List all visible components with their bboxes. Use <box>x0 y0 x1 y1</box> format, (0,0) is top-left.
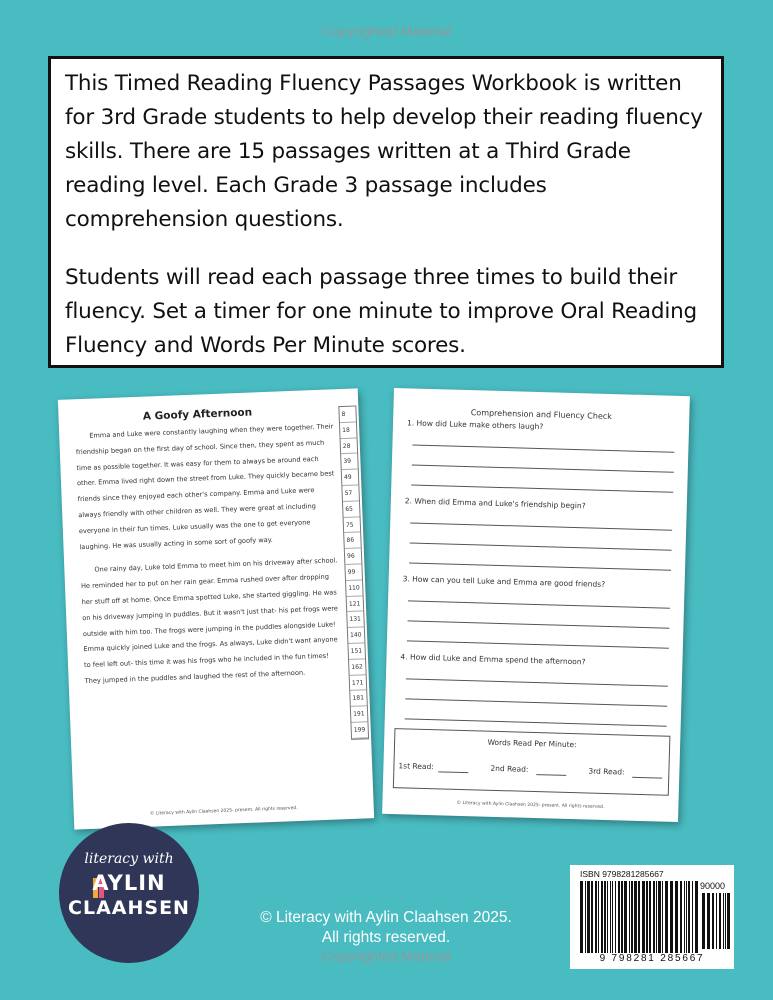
copyright-line-2: All rights reserved. <box>321 929 451 946</box>
barcode-bar <box>665 881 668 953</box>
barcode-bar <box>642 881 645 953</box>
barcode-bar <box>656 881 657 953</box>
copyright-notice <box>232 908 540 948</box>
barcode-bar <box>612 881 613 953</box>
sample-page-questions <box>382 388 690 822</box>
answer-line <box>410 522 672 530</box>
isbn-label: ISBN 9798281285667 <box>580 869 664 879</box>
barcode-bar <box>610 881 611 953</box>
barcode-bar <box>684 881 685 953</box>
barcode-bar <box>670 881 673 953</box>
barcode-bar <box>585 881 586 953</box>
author-logo <box>59 823 199 963</box>
barcode-bar <box>680 881 682 953</box>
wpm-label-3: 3rd Read: <box>588 766 625 777</box>
barcode-bar <box>646 881 648 953</box>
passage-text <box>75 419 345 690</box>
logo-aylin: AYLIN <box>92 871 166 895</box>
barcode-bar <box>675 881 678 953</box>
watermark-top: Copyrighted Material <box>321 23 452 39</box>
barcode-bar <box>629 881 630 953</box>
barcode-bar <box>712 893 714 949</box>
intro-paragraph-2: Students will read each passage three times to build their fluency. Set a timer for one minute to improve Oral Reading Fluency and Words Per Minute scores. <box>65 265 697 358</box>
word-count-cell: 151 <box>348 643 365 659</box>
barcode-bar <box>695 881 698 953</box>
barcode-addon-bars <box>702 893 730 949</box>
watermark-bottom: Copyrighted Material <box>321 948 452 964</box>
wpm-blank <box>632 777 662 779</box>
barcode-bar <box>595 881 597 953</box>
barcode-bar <box>591 881 593 953</box>
barcode-bar <box>716 893 717 949</box>
answer-line <box>412 444 674 452</box>
questions-footer: © Literacy with Aylin Claahsen 2025- present. All rights reserved. <box>456 800 605 810</box>
answer-line <box>410 542 672 550</box>
word-count-cell: 75 <box>344 517 361 533</box>
wpm-label-1: 1st Read: <box>398 761 434 772</box>
barcode-bar <box>686 881 687 953</box>
word-count-cell: 171 <box>350 675 367 691</box>
barcode-bar <box>719 893 721 949</box>
wpm-label-2: 2nd Read: <box>490 763 529 774</box>
word-count-cell: 86 <box>344 533 361 549</box>
passage-paragraph-1: Emma and Luke were constantly laughing when they were together. Their friendship began on the first day of school. Since then, they spent as much time as possible together. It was easy for them to always be around each other. Emma lived right down the street from Luke. They quickly became best friends since they enjoyed each other's company. Emma and Luke were always friendly with other children as well. They were great at including everyone in their fun times. Luke usually was the one to get everyone laughing. He was usually acting in some sort of goofy way. <box>75 422 335 551</box>
answer-line <box>409 562 671 570</box>
word-count-cell: 110 <box>346 580 363 596</box>
word-count-column <box>338 405 369 739</box>
logo-script-text: literacy with <box>84 851 174 867</box>
passage-footer: © Literacy with Aylin Claahsen 2025- present. All rights reserved. <box>149 806 298 817</box>
word-count-cell: 199 <box>351 722 368 738</box>
barcode-bar <box>638 881 640 953</box>
barcode-bar <box>649 881 651 953</box>
sample-page-passage <box>58 388 374 829</box>
word-count-cell: 191 <box>351 706 368 722</box>
barcode-bar <box>702 893 705 949</box>
barcode-bar <box>725 893 726 949</box>
questions-title: Comprehension and Fluency Check <box>470 408 612 422</box>
wpm-blank <box>438 771 468 773</box>
barcode-bar <box>692 881 693 953</box>
question-4: 4. How did Luke and Emma spend the afternoon? <box>400 652 586 667</box>
barcode-bar <box>598 881 599 953</box>
barcode-bars <box>580 881 698 953</box>
word-count-cell: 140 <box>348 627 365 643</box>
wpm-title: Words Read Per Minute: <box>487 737 577 750</box>
barcode-bar <box>707 893 710 949</box>
barcode-bar <box>615 881 616 953</box>
barcode-bar <box>723 893 724 949</box>
intro-text-box <box>48 56 724 368</box>
answer-line <box>405 698 667 706</box>
word-count-cell: 99 <box>345 564 362 580</box>
passage-title: A Goofy Afternoon <box>142 406 253 423</box>
answer-line <box>407 620 669 628</box>
word-count-cell: 65 <box>343 501 360 517</box>
answer-line <box>411 484 673 492</box>
word-count-cell: 131 <box>347 612 364 628</box>
word-count-cell: 162 <box>349 659 366 675</box>
wpm-blank <box>536 774 566 776</box>
word-count-cell: 28 <box>341 438 358 454</box>
barcode-bar <box>658 881 661 953</box>
question-3: 3. How can you tell Luke and Emma are good friends? <box>402 574 606 589</box>
isbn-barcode <box>570 865 734 969</box>
barcode-number: 9 798281 285667 <box>599 953 705 964</box>
barcode-bar <box>580 881 583 953</box>
answer-line <box>407 640 669 648</box>
barcode-bar <box>621 881 623 953</box>
word-count-cell: 39 <box>341 454 358 470</box>
barcode-bar <box>601 881 603 953</box>
barcode-bar <box>631 881 633 953</box>
word-count-cell: 49 <box>342 470 359 486</box>
barcode-bar <box>624 881 627 953</box>
word-count-cell: 181 <box>350 691 367 707</box>
word-count-cell: 121 <box>347 596 364 612</box>
barcode-bar <box>727 893 730 949</box>
answer-line <box>405 718 667 726</box>
barcode-bar <box>587 881 590 953</box>
price-code: 90000 <box>700 881 726 891</box>
answer-line <box>406 678 668 686</box>
question-1: 1. How did Luke make others laugh? <box>406 418 544 432</box>
barcode-bar <box>688 881 690 953</box>
answer-line <box>412 464 674 472</box>
barcode-bar <box>653 881 655 953</box>
barcode-bar <box>618 881 620 953</box>
barcode-bar <box>607 881 608 953</box>
words-per-minute-box <box>393 728 671 796</box>
answer-line <box>408 600 670 608</box>
question-2: 2. When did Emma and Luke's friendship begin? <box>404 496 586 511</box>
copyright-line-1: © Literacy with Aylin Claahsen 2025. <box>260 909 512 926</box>
passage-paragraph-2: One rainy day, Luke told Emma to meet him on his driveway after school. He reminded her to put on her rain gear. Emma rushed over after dropping her stuff off at home. Once Emma spotted Luke, she started giggling. He was on his driveway jumping in puddles. But it wasn't just that- his pet frogs were outside with him too. The frogs were jumping in the puddles alongside Luke! Emma quickly joined Luke and the frogs. As always, Luke didn't want anyone to feel left out- this time it was his frogs who he included in the fun times! They jumped in the puddles and laughed the rest of the afternoon. <box>80 556 339 686</box>
barcode-bar <box>634 881 637 953</box>
word-count-cell: 96 <box>345 549 362 565</box>
word-count-cell: 8 <box>339 407 356 423</box>
barcode-bar <box>604 881 606 953</box>
word-count-cell: 57 <box>342 485 359 501</box>
intro-paragraph-1: This Timed Reading Fluency Passages Workbook is written for 3rd Grade students to help develop their reading fluency skills. There are 15 passages written at a Third Grade reading level. Each Grade 3 passage includes comprehension questions. <box>65 71 703 232</box>
barcode-bar <box>662 881 663 953</box>
word-count-cell: 18 <box>340 422 357 438</box>
logo-claahsen: CLAAHSEN <box>68 897 190 919</box>
